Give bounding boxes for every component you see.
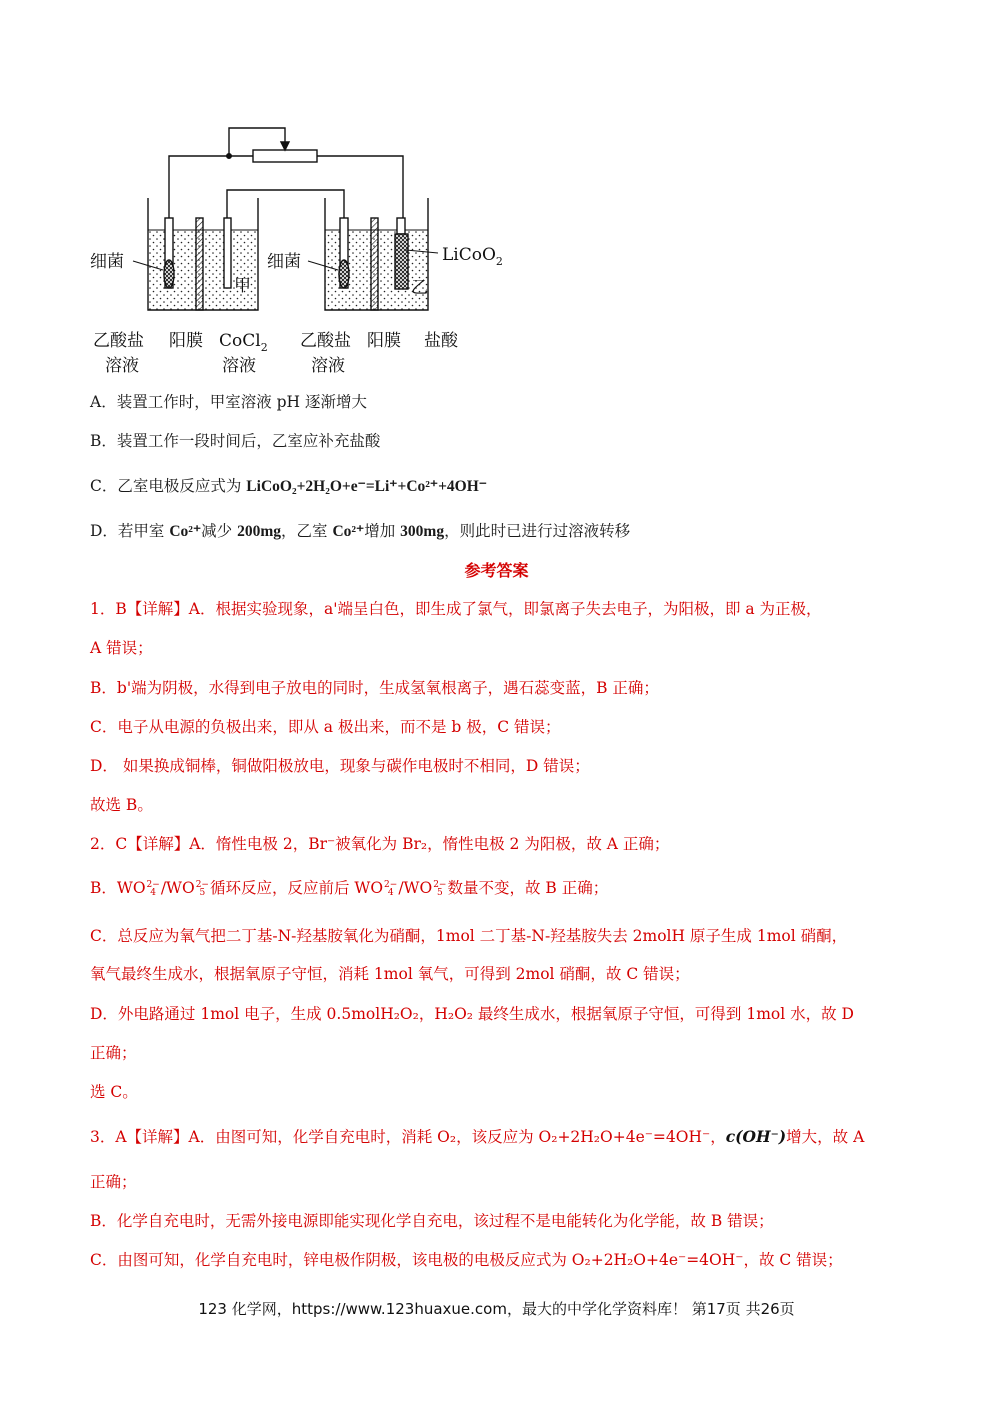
page-footer: 123 化学网，https://www.123huaxue.com，最大的中学化学资料库！ 第17页 共26页 xyxy=(198,1300,795,1318)
option-d-co-ion: Co²⁺ xyxy=(332,523,365,540)
option-d-mass: 200mg xyxy=(237,523,281,540)
answer-text: 3．A【详解】A．由图可知，化学自充电时，消耗 O₂，该反应为 O₂+2H₂O+4e⁻=4OH⁻， xyxy=(90,1128,726,1146)
option-d xyxy=(90,519,630,541)
answer-line: C．总反应为氧气把二丁基-N-羟基胺氧化为硝酮，1mol 二丁基-N-羟基胺失去 2molH 原子生成 1mol 硝酮， xyxy=(90,927,848,945)
answer-line: A 错误； xyxy=(90,639,153,657)
option-d-text: ，则此时已进行过溶液转移 xyxy=(444,522,631,540)
label-hcl: 盐酸 xyxy=(424,331,458,351)
option-b: B．装置工作一段时间后，乙室应补充盐酸 xyxy=(90,432,381,450)
label-acetate-left: 乙酸盐 xyxy=(93,331,144,351)
option-c-formula: LiCoO₂+2H₂O+e⁻=Li⁺+Co²⁺+4OH⁻ xyxy=(246,478,487,495)
answer-line xyxy=(90,876,608,898)
label-acetate-right-2: 溶液 xyxy=(311,356,345,376)
label-membrane-right: 阳膜 xyxy=(367,331,401,351)
answer-line: 1．B【详解】A．根据实验现象，a'端呈白色，即生成了氯气，即氯离子失去电子，为阳极，即 a 为正极， xyxy=(90,600,822,618)
label-acetate-left-2: 溶液 xyxy=(105,356,139,376)
electrochemical-cell-diagram xyxy=(85,118,515,383)
answer-line: C．电子从电源的负极出来，即从 a 极出来，而不是 b 极，C 错误； xyxy=(90,718,561,736)
answers-heading: 参考答案 xyxy=(464,561,529,580)
label-cocl2: CoCl$_2$ xyxy=(219,331,268,354)
answer-line: B．b'端为阴极，水得到电子放电的同时，生成氢氧根离子，遇石蕊变蓝，B 正确； xyxy=(90,679,659,697)
label-acetate-right: 乙酸盐 xyxy=(300,331,351,351)
option-d-text: D．若甲室 xyxy=(90,522,170,540)
option-d-text: 减少 xyxy=(201,522,238,540)
answer-text: 数量不变，故 B 正确； xyxy=(447,879,609,897)
answer-line: B．化学自充电时，无需外接电源即能实现化学自充电，该过程不是电能转化为化学能，故 B 错误； xyxy=(90,1212,774,1230)
answer-line xyxy=(90,1125,864,1147)
label-jia: 甲 xyxy=(234,276,251,296)
option-d-text: 增加 xyxy=(364,522,401,540)
label-bacteria-left: 细菌 xyxy=(90,252,124,272)
answer-line: 正确； xyxy=(90,1044,137,1062)
answer-text: 增大，故 A xyxy=(786,1128,865,1146)
answer-line: C．由图可知，化学自充电时，锌电极作阴极，该电极的电极反应式为 O₂+2H₂O+4e⁻=4OH⁻，故 C 错误； xyxy=(90,1251,843,1269)
label-licoo2: LiCoO$_2$ xyxy=(442,245,503,268)
label-bacteria-right: 细菌 xyxy=(267,252,301,272)
answer-line: 2．C【详解】A．惰性电极 2，Br⁻被氧化为 Br₂，惰性电极 2 为阳极，故 A 正确； xyxy=(90,835,670,853)
wo5-charge: 2− 5 xyxy=(195,880,209,898)
answer-line: D． 如果换成铜棒，铜做阳极放电，现象与碳作电极时不相同，D 错误； xyxy=(90,757,590,775)
answer-line: 正确； xyxy=(90,1173,137,1191)
option-a: A．装置工作时，甲室溶液 pH 逐渐增大 xyxy=(90,393,367,411)
answer-text: B．WO xyxy=(90,879,146,897)
option-c-prefix: C．乙室电极反应式为 xyxy=(90,477,247,495)
answer-line: 选 C。 xyxy=(90,1083,138,1101)
option-d-mass: 300mg xyxy=(400,523,445,540)
answer-text: /WO xyxy=(398,879,433,897)
answer-text: 循环反应，反应前后 WO xyxy=(209,879,384,897)
label-cocl2-2: 溶液 xyxy=(222,356,256,376)
option-d-text: ，乙室 xyxy=(281,522,333,540)
answer-line: 氧气最终生成水，根据氧原子守恒，消耗 1mol 氧气，可得到 2mol 硝酮，故 C 错误； xyxy=(90,965,690,983)
label-membrane-left: 阳膜 xyxy=(169,331,203,351)
hydroxide-concentration: c(OH⁻) xyxy=(725,1127,787,1146)
label-yi: 乙 xyxy=(411,278,428,298)
answer-line: D．外电路通过 1mol 电子，生成 0.5molH₂O₂，H₂O₂ 最终生成水，根据氧原子守恒，可得到 1mol 水，故 D xyxy=(90,1005,854,1023)
answer-text: /WO xyxy=(160,879,195,897)
wo4-charge: 2− 4 xyxy=(146,880,160,898)
answer-line: 故选 B。 xyxy=(90,796,153,814)
wo4-charge: 2− 4 xyxy=(384,880,398,898)
wo5-charge: 2− 5 xyxy=(433,880,447,898)
option-d-co-ion: Co²⁺ xyxy=(169,523,202,540)
option-c xyxy=(90,474,487,496)
